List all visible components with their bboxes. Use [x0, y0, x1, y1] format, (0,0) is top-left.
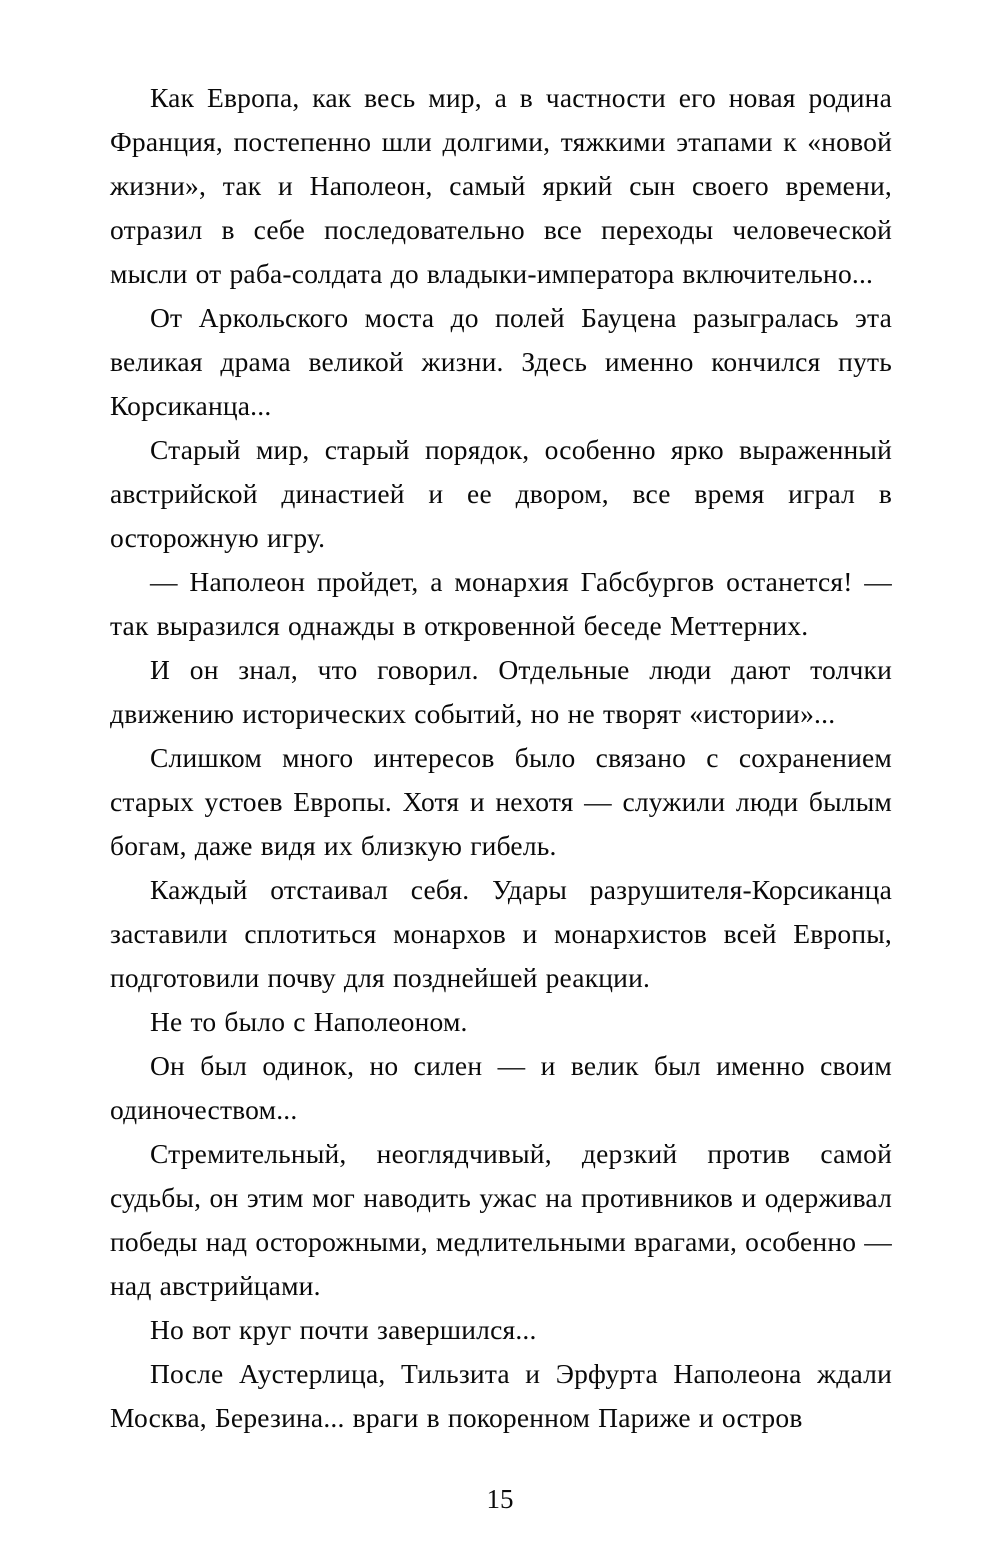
text-block: [110, 76, 892, 1440]
paragraph: Но вот круг почти завершился...: [150, 1314, 537, 1345]
paragraph: От Аркольского моста до полей Бауцена разыгралась эта великая драма великой жизни. Здесь именно кончился путь Корсиканца...: [110, 302, 892, 421]
paragraph: Каждый отстаивал себя. Удары разрушителя-Корсиканца заставили сплотиться монархов и монархистов всей Европы, подготовили почву для позднейшей реакции.: [110, 874, 892, 993]
paragraph: Не то было с Наполеоном.: [150, 1006, 468, 1037]
paragraph: Он был одинок, но силен — и велик был именно своим одиночеством...: [110, 1050, 892, 1125]
paragraph: Как Европа, как весь мир, а в частности его новая родина Франция, постепенно шли долгими, тяжкими этапами к «новой жизни», так и Наполеон, самый яркий сын своего времени, отразил в себе последовательно все переходы человеческой мысли от раба-солдата до владыки-императора включительно...: [110, 82, 892, 289]
page-number: 15: [486, 1484, 514, 1514]
paragraph: Слишком много интересов было связано с сохранением старых устоев Европы. Хотя и нехотя — служили люди былым богам, даже видя их близкую гибель.: [110, 742, 892, 861]
paragraph: После Аустерлица, Тильзита и Эрфурта Наполеона ждали Москва, Березина... враги в покоренном Париже и остров: [110, 1358, 892, 1433]
paragraph: И он знал, что говорил. Отдельные люди дают толчки движению исторических событий, но не творят «истории»...: [110, 654, 892, 729]
paragraph: Старый мир, старый порядок, особенно ярко выраженный австрийской династией и ее двором, все время играл в осторожную игру.: [110, 434, 892, 553]
paragraph: Стремительный, неоглядчивый, дерзкий против самой судьбы, он этим мог наводить ужас на противников и одерживал победы над осторожными, медлительными врагами, особенно — над австрийцами.: [110, 1138, 892, 1301]
paragraph: — Наполеон пройдет, а монархия Габсбургов останется! — так выразился однажды в откровенной беседе Меттерних.: [110, 566, 892, 641]
